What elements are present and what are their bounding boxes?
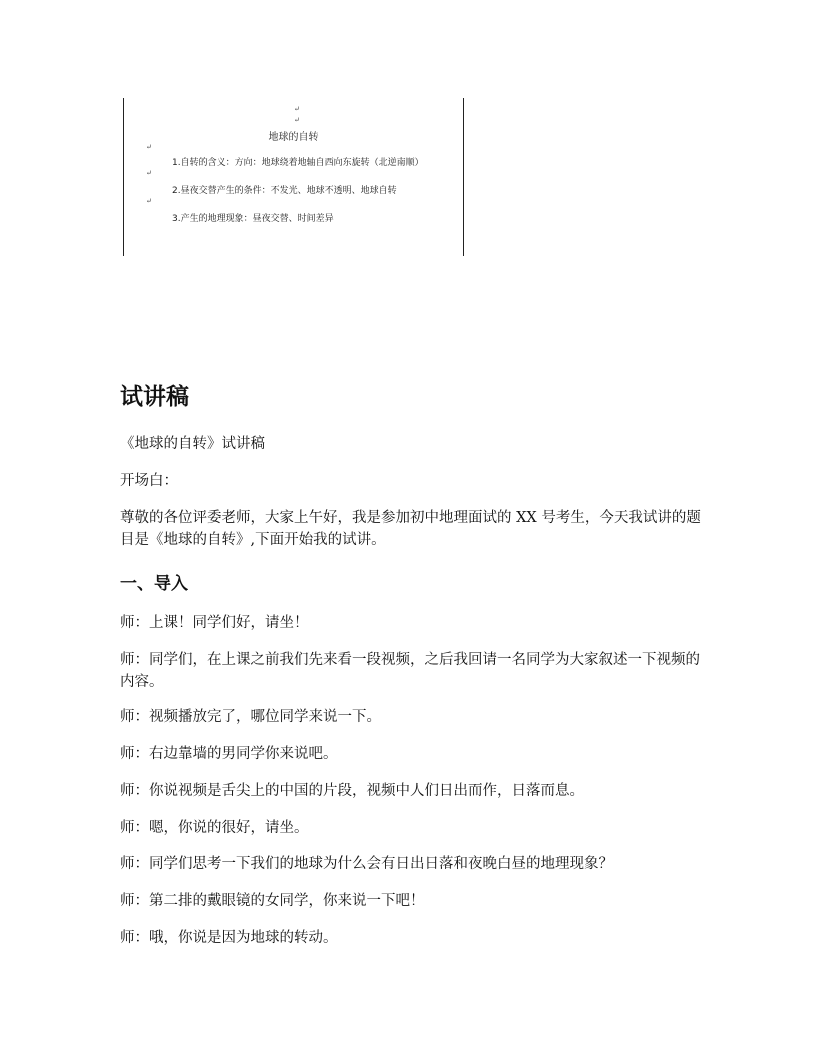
dialogue-line: 师：同学们思考一下我们的地球为什么会有日出日落和夜晚白昼的地理现象？: [120, 856, 613, 872]
paragraph-mark: ↵: [294, 116, 300, 124]
blackboard-figure: [123, 98, 464, 256]
opening-label: 开场白：: [120, 473, 178, 489]
dialogue-line: 师：嗯，你说的很好，请坐。: [120, 820, 309, 836]
dialogue-line: 师：右边靠墙的男同学你来说吧。: [120, 746, 338, 762]
paragraph-mark: ↵: [146, 143, 152, 151]
paragraph-mark: ↵: [146, 197, 152, 205]
figure-heading: 地球的自转: [268, 132, 319, 143]
paragraph-mark: ↵: [146, 169, 152, 177]
figure-line: 2.昼夜交替产生的条件：不发光、地球不透明、地球自转: [172, 186, 397, 196]
figure-line: 1.自转的含义：方向：地球绕着地轴自西向东旋转（北逆南顺）: [172, 158, 424, 168]
dialogue-line: 师：你说视频是舌尖上的中国的片段，视频中人们日出而作，日落而息。: [120, 783, 584, 799]
figure-line: 3.产生的地理现象：昼夜交替、时间差异: [172, 214, 334, 224]
opening-paragraph: 尊敬的各位评委老师，大家上午好，我是参加初中地理面试的 XX 号考生，今天我试讲的题目是《地球的自转》,下面开始我的试讲。: [120, 510, 701, 548]
dialogue-line: 师：同学们，在上课之前我们先来看一段视频，之后我回请一名同学为大家叙述一下视频的内容。: [120, 652, 700, 690]
dialogue-line: 师：上课！同学们好，请坐！: [120, 615, 309, 631]
dialogue-line: 师：第二排的戴眼镜的女同学，你来说一下吧！: [120, 893, 425, 909]
paragraph-mark: ↵: [294, 105, 300, 113]
document-title: 试讲稿: [120, 384, 189, 410]
dialogue-line: 师：视频播放完了，哪位同学来说一下。: [120, 709, 381, 725]
lesson-title: 《地球的自转》试讲稿: [120, 436, 265, 452]
section-heading: 一、导入: [120, 574, 188, 594]
dialogue-line: 师：哦，你说是因为地球的转动。: [120, 930, 338, 946]
